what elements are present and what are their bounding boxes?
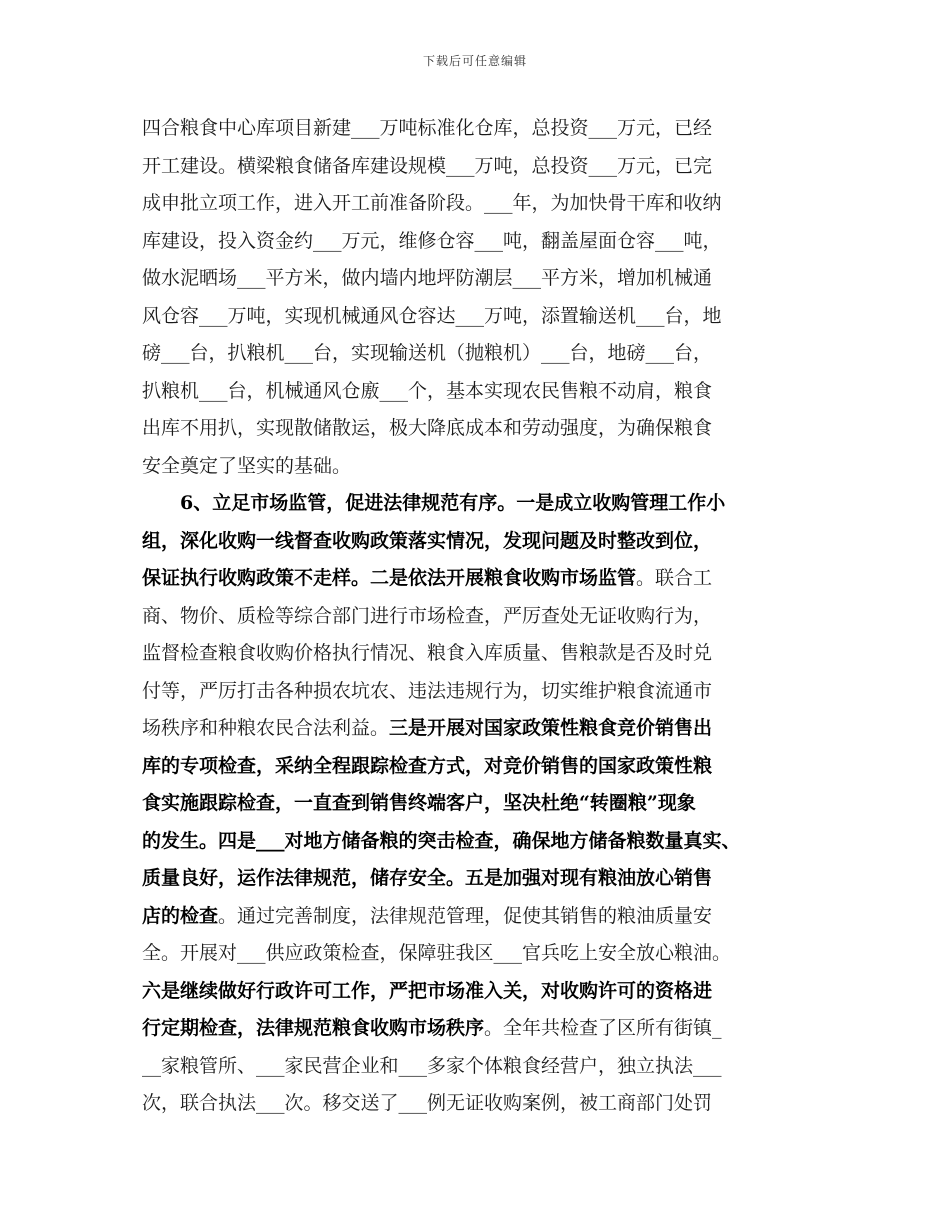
text-line [142, 448, 814, 486]
text-segment: 成申批立项工作，进入开工前准备阶段。___年，为加快骨干库和收纳 [142, 192, 722, 214]
text-line [142, 110, 814, 148]
bold-text-segment: 的发生。四是___对地方储备粮的突击检查，确保地方储备粮数量真实、 [142, 829, 741, 852]
text-line [142, 785, 814, 823]
text-segment: __家粮管所、___家民营企业和___多家个体粮食经营户，独立执法___ [142, 1054, 722, 1077]
bold-text-segment: 三是开展对国家政策性粮食竞价销售出 [389, 717, 713, 739]
text-segment: 风仓容___万吨，实现机械通风仓容达___万吨，添置输送机___台，地 [142, 304, 722, 327]
bold-text-segment: 库的专项检查，采纳全程跟踪检查方式，对竞价销售的国家政策性粮 [142, 754, 713, 777]
text-line [142, 860, 814, 898]
text-segment: 磅___台，扒粮机___台，实现输送机（抛粮机）___台，地磅___台， [142, 342, 713, 364]
text-segment: 安全奠定了坚实的基础。 [142, 454, 352, 477]
text-line [142, 598, 814, 636]
bold-text-segment: 组，深化收购一线督查收购政策落实情况，发现问题及时整改到位， [142, 529, 713, 552]
text-line [142, 373, 814, 411]
text-segment: 做水泥晒场___平方米，做内墙内地坪防潮层___平方米，增加机械通 [142, 267, 713, 289]
text-segment: 库建设，投入资金约___万元，维修仓容___吨，翻盖屋面仓容___吨， [142, 229, 722, 252]
text-segment: 四合粮食中心库项目新建___万吨标准化仓库，总投资___万元，已经 [142, 117, 713, 139]
text-segment: 场秩序和种粮农民合法利益。 [142, 717, 390, 739]
text-line [142, 185, 814, 223]
text-line [142, 935, 814, 973]
text-line [142, 635, 814, 673]
text-line [142, 710, 814, 748]
text-line [142, 523, 814, 561]
text-line [142, 748, 814, 786]
text-line [142, 823, 814, 861]
text-line [142, 148, 814, 186]
bold-text-segment: 保证执行收购政策不走样。二是依法开展粮食收购市场监管 [142, 567, 637, 589]
text-line [142, 673, 814, 711]
text-segment: 。联合工 [636, 567, 713, 589]
text-line [142, 223, 814, 261]
text-line [142, 410, 814, 448]
bold-text-segment: 行定期检查，法律规范粮食收购市场秩序 [142, 1017, 485, 1039]
text-segment: 付等，严厉打击各种损农坑农、违法违规行为，切实维护粮食流通市 [142, 679, 713, 702]
text-line [142, 260, 814, 298]
bold-text-segment: 六是继续做好行政许可工作，严把市场准入关，对收购许可的资格进 [142, 979, 713, 1002]
text-line [142, 1085, 814, 1123]
text-segment: 监督检查粮食收购价格执行情况、粮食入库质量、售粮款是否及时兑 [142, 642, 713, 664]
text-segment: 。全年共检查了区所有街镇_ [484, 1017, 722, 1039]
text-line [142, 485, 814, 523]
bold-text-segment: 6、立足市场监管，促进法律规范有序。一是成立收购管理工作小 [142, 492, 726, 514]
text-line [142, 1048, 814, 1086]
text-line [142, 298, 814, 336]
bold-text-segment: 店的检查 [142, 904, 219, 927]
text-segment: 。通过完善制度，法律规范管理，促使其销售的粮油质量安 [218, 904, 713, 927]
text-segment: 开工建设。横梁粮食储备库建设规模___万吨，总投资___万元，已完 [142, 154, 713, 177]
text-segment: 全。开展对___供应政策检查，保障驻我区___官兵吃上安全放心粮油。 [142, 942, 732, 964]
document-body [142, 110, 814, 1123]
text-line [142, 1010, 814, 1048]
text-line [142, 898, 814, 936]
text-line [142, 335, 814, 373]
bold-text-segment: 质量良好，运作法律规范，储存安全。五是加强对现有粮油放心销售 [142, 867, 713, 889]
text-segment: 商、物价、质检等综合部门进行市场检查，严厉查处无证收购行为， [142, 604, 713, 627]
page-header: 下载后可任意编辑 [422, 54, 527, 68]
text-line [142, 973, 814, 1011]
text-segment: 扒粮机___台，机械通风仓廒___个，基本实现农民售粮不动肩，粮食 [142, 379, 713, 402]
text-segment: 出库不用扒，实现散储散运，极大降底成本和劳动强度，为确保粮食 [142, 417, 713, 439]
text-line [142, 560, 814, 598]
bold-text-segment: 食实施跟踪检查，一直查到销售终端客户，坚决杜绝“转圈粮”现象 [142, 792, 696, 814]
text-segment: 次，联合执法___次。移交送了___例无证收购案例，被工商部门处罚 [142, 1092, 713, 1114]
